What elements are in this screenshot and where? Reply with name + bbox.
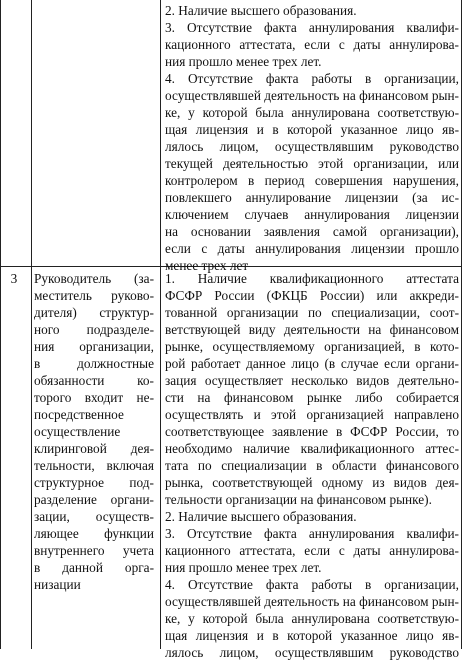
- position-line: клиринговой дея-: [34, 441, 154, 456]
- position-line: Руководитель (за-: [34, 271, 154, 286]
- requirement-line: 1. Наличие квалификационного аттестата: [165, 271, 459, 286]
- position-line: торого входит не-: [34, 390, 154, 405]
- requirement-line: 3. Отсутствие факта аннулирования квалифи-: [165, 526, 459, 541]
- requirement-line: щая лицензия и в которой указанное лицо яв-: [165, 122, 459, 137]
- requirement-line: тельности организации на финансовом рынке).: [165, 492, 432, 507]
- row-top-requirements: [165, 2, 459, 274]
- requirement-line: тата по специализации в области финансового: [165, 458, 459, 473]
- position-line: разделение органи-: [34, 492, 154, 507]
- requirement-line: осуществлявшей деятельность на финансовом рын-: [165, 594, 459, 609]
- requirement-line: лялось лицом, осуществлявшим руководство: [165, 645, 459, 660]
- requirement-line: контролером в период совершения нарушения,: [165, 173, 459, 188]
- requirement-line: зация осуществляет несколько видов деятельно-: [165, 373, 459, 388]
- requirement-line: 2. Наличие высшего образования.: [165, 3, 357, 18]
- requirement-line: щая лицензия и в которой указанное лицо яв-: [165, 628, 459, 643]
- requirement-line: кационного аттестата, если с даты аннулирова-: [165, 543, 459, 558]
- position-line: ного подразделе-: [34, 322, 154, 337]
- position-line: обязанности ко-: [34, 373, 154, 388]
- position-line: осуществление: [34, 424, 121, 439]
- requirement-line: текущей деятельностью этой организации, или: [165, 156, 459, 171]
- requirement-line: необходимо наличие квалификационного аттес-: [165, 441, 459, 456]
- table-border-left: [0, 0, 1, 649]
- position-line: зации, осуществ-: [34, 509, 154, 524]
- position-line: посредственное: [34, 407, 124, 422]
- position-line: структурное под-: [34, 475, 154, 490]
- row-3-position: [34, 270, 154, 593]
- requirement-line: рынке, осуществляемому организацией, в кото-: [165, 339, 459, 354]
- requirement-line: ключением случаев аннулирования лицензии: [165, 207, 459, 222]
- position-line: тельности, включая: [34, 458, 154, 473]
- position-line: ния организации,: [34, 339, 154, 354]
- requirement-line: ния прошло менее трех лет.: [165, 54, 322, 69]
- table-border-right: [461, 0, 462, 649]
- requirement-line: ке, у которой была аннулирована соответствую-: [165, 105, 459, 120]
- requirement-line: ния прошло менее трех лет.: [165, 560, 322, 575]
- position-line: дителя) структур-: [34, 305, 154, 320]
- position-line: в данной орга-: [34, 560, 154, 575]
- requirement-line: осуществлявшей деятельность на финансовом рын-: [165, 88, 459, 103]
- requirement-line: рынка, соответствующей одному из видов дея-: [165, 475, 459, 490]
- row-3-number: 3: [10, 271, 18, 286]
- requirement-line: лялось лицом, осуществлявшим руководство: [165, 139, 459, 154]
- requirement-line: 3. Отсутствие факта аннулирования квалифи-: [165, 20, 459, 35]
- requirement-line: повлекшего аннулирование лицензии (за ис-: [165, 190, 459, 205]
- requirement-line: тованной организации по специализации, соот-: [165, 305, 459, 320]
- table-divider-number: [31, 0, 32, 649]
- requirement-line: сти на финансовом рынке либо собирается: [165, 390, 459, 405]
- position-line: внутреннего учета: [34, 543, 154, 558]
- requirement-line: 4. Отсутствие факта работы в организации,: [165, 577, 459, 592]
- requirement-line: рой работает данное лицо (в случае если органи-: [165, 356, 459, 371]
- requirement-line: ке, у которой была аннулирована соответствую-: [165, 611, 459, 626]
- requirement-line: 4. Отсутствие факта работы в организации,: [165, 71, 459, 86]
- position-line: ляющее функции: [34, 526, 154, 541]
- requirement-line: менее трех лет: [165, 258, 249, 273]
- position-line: меститель руково-: [34, 288, 154, 303]
- position-line: низации: [34, 577, 81, 592]
- requirement-line: 2. Наличие высшего образования.: [165, 509, 357, 524]
- requirement-line: осуществлять и этой организацией направлено: [165, 407, 459, 422]
- position-line: в должностные: [34, 356, 154, 371]
- table-divider-position: [160, 0, 161, 649]
- requirement-line: на основании заявления самой организации),: [165, 224, 459, 239]
- requirement-line: ФСФР России (ФКЦБ России) или аккреди-: [165, 288, 459, 303]
- row-3-requirements: [165, 270, 459, 661]
- requirement-line: если с даты аннулирования лицензии прошло: [165, 241, 459, 256]
- requirement-line: ветствующей виду деятельности на финансовом: [165, 322, 459, 337]
- requirement-line: кационного аттестата, если с даты аннулирова-: [165, 37, 459, 52]
- requirement-line: соответствующее заявление в ФСФР России, то: [165, 424, 459, 439]
